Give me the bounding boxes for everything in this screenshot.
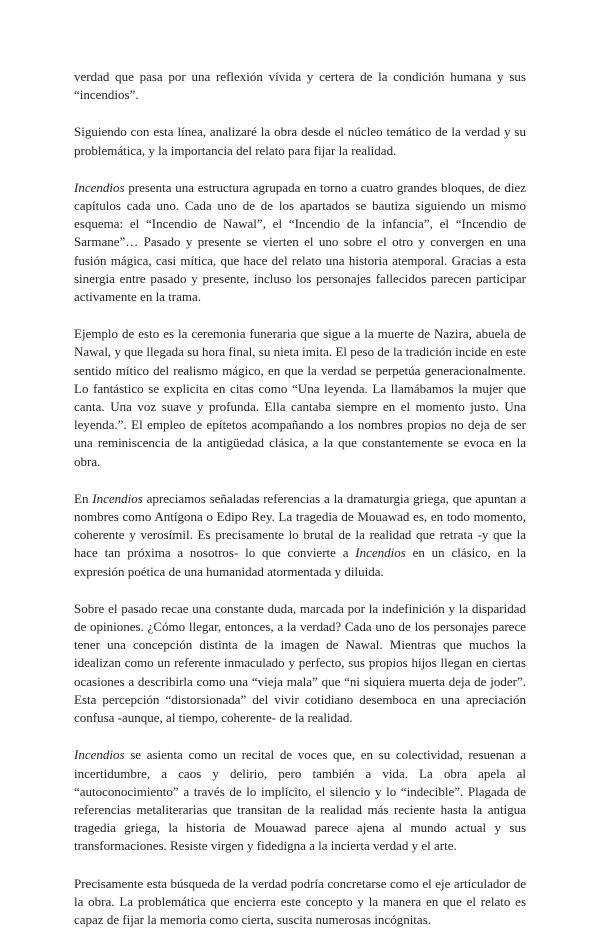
italic-title-text: Incendios bbox=[74, 179, 125, 195]
paragraph bbox=[74, 600, 526, 727]
paragraph-text: verdad que pasa por una reflexión vívida y certera de la condición humana y sus “incendios”. bbox=[74, 69, 526, 103]
paragraph-text: presenta una estructura agrupada en torno a cuatro grandes bloques, de diez capítulos cada uno. Cada uno de de los apartados se bautiza siguiendo un mismo esquema: el “Incendio de Nawal”, el “Incendio de la infancia”, el “Incendio de Sarmane”… Pasado y presente se vierten el uno sobre el otro y convergen en una fusión mágica, casi mítica, que hace del relato una historia atemporal. Gracias a esta sinergia entre pasado y presente, incluso los personajes fallecidos parecen participar activamente en la trama. bbox=[74, 179, 526, 305]
paragraph-text: Siguiendo con esta línea, analizaré la obra desde el núcleo temático de la verdad y su problemática, y la importancia del relato para fijar la realidad. bbox=[74, 124, 526, 158]
paragraph-text: se asienta como un recital de voces que, en su colectividad, resuenan a incertidumbre, a caos y delirio, pero también a vida. La obra apela al “autoconocimiento” a través de lo implícito, el silencio y lo “indecible”. Plagada de referencias metaliterarias que transitan de la realidad más reciente hasta la antigua tragedia griega, la historia de Mouawad parece ajena al mundo actual y sus transformaciones. Resiste virgen y fidedigna a la incierta verdad y el arte. bbox=[74, 747, 526, 854]
italic-title-text: Incendios bbox=[74, 747, 125, 763]
paragraph bbox=[74, 68, 526, 104]
paragraph-text: apreciamos señaladas referencias a la dramaturgia griega, que apuntan a nombres como Antígona o Edipo Rey. La tragedia de Mouawad es, en todo momento, coherente y verosímil. Es precisamente lo brutal de la realidad que retrata -y que la hace tan próxima a nosotros- lo que convierte a bbox=[74, 490, 526, 561]
paragraph-text: Sobre el pasado recae una constante duda, marcada por la indefinición y la disparidad de opiniones. ¿Cómo llegar, entonces, a la verdad? Cada uno de los personajes parece tener una concepción distinta de la imagen de Nawal. Mientras que muchos la idealizan como un referente inmaculado y perfecto, sus propios hijos llegan en ciertas ocasiones a describirla como una “vieja mala” que “ni siquiera muerta deja de joder”. Esta percepción “distorsionada” del vivir cotidiano desemboca en una apreciación confusa -aunque, al tiempo, coherente- de la realidad. bbox=[74, 600, 526, 726]
paragraph-text: Precisamente esta búsqueda de la verdad podría concretarse como el eje articulador de la obra. La problemática que encierra este concepto y la manera en que el relato es capaz de fijar la memoria como cierta, suscita numerosas incógnitas. bbox=[74, 875, 526, 927]
italic-title-text: Incendios bbox=[355, 545, 406, 561]
paragraph-text: en un clásico, en la expresión poética de una humanidad atormentada y diluida. bbox=[74, 545, 527, 579]
paragraph bbox=[74, 179, 526, 306]
paragraph bbox=[74, 123, 526, 159]
paragraph bbox=[74, 875, 526, 929]
italic-title-text: Incendios bbox=[92, 490, 143, 506]
paragraph-text: En bbox=[74, 490, 93, 506]
document-body bbox=[74, 68, 526, 929]
paragraph bbox=[74, 490, 526, 581]
paragraph bbox=[74, 325, 526, 471]
paragraph bbox=[74, 746, 526, 855]
paragraph-text: Ejemplo de esto es la ceremonia funeraria que sigue a la muerte de Nazira, abuela de Nawal, y que llegada su hora final, su nieta imita. El peso de la tradición incide en este sentido mítico del realismo mágico, en que la verdad se perpetúa generacionalmente. Lo fantástico se explicita en citas como “Una leyenda. La llamábamos la mujer que canta. Una voz suave y profunda. Ella cantaba siempre en el momento justo. Una leyenda.”. El empleo de epítetos acompañando a los nombres propios no deja de ser una reminiscencia de la antigüedad clásica, a la que constantemente se evoca en la obra. bbox=[74, 326, 526, 469]
